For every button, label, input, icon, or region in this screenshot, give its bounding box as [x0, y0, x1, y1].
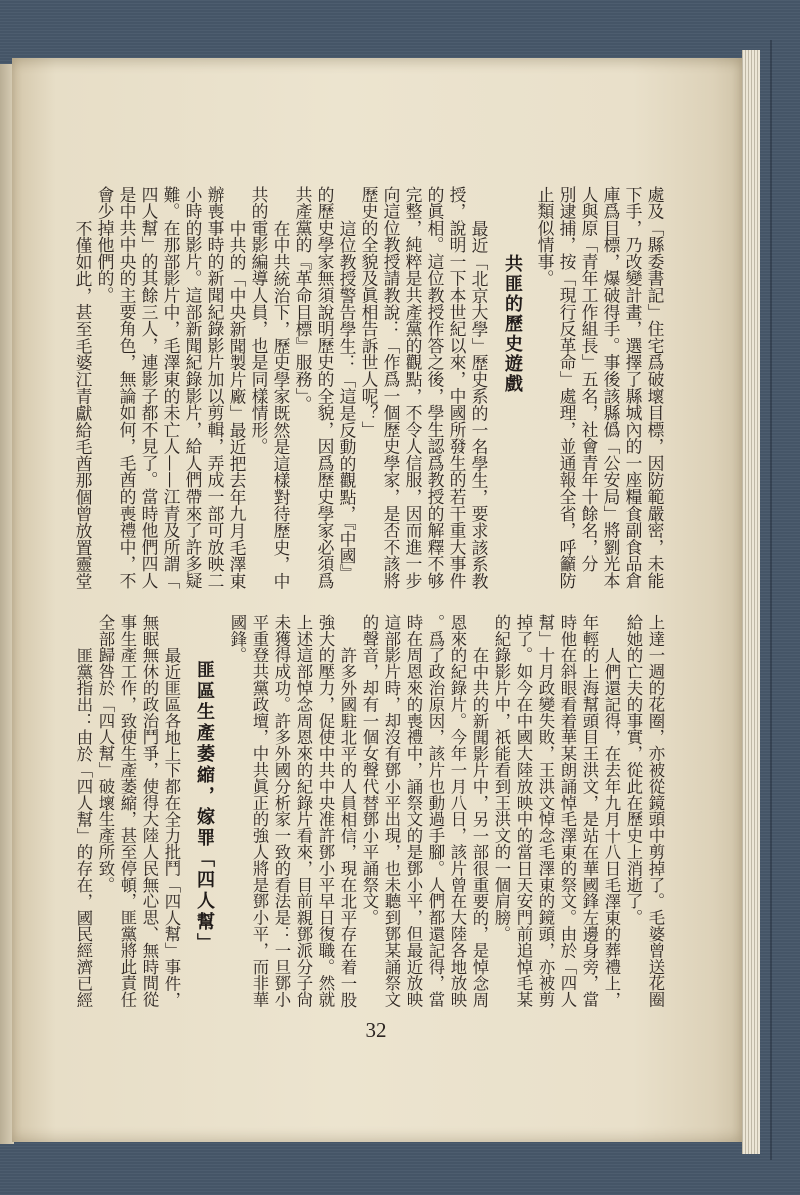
text-column: 小時的影片。這部新聞紀錄影片，給人們帶來了許多疑: [183, 186, 203, 589]
page-number: 32: [365, 1018, 387, 1042]
text-column: 的眞相。這位教授作答之後，學生認爲教授的解釋不够: [425, 186, 445, 589]
text-column: 這位教授警告學生：「這是反動的觀點，『中國』: [337, 219, 357, 581]
text-column: 最近匪區各地上下都在全力批鬥「四人幫」事件，: [162, 646, 181, 1008]
text-column: 人與原「青年工作組長」五名，社會青年十餘名，分: [579, 186, 599, 573]
text-column: 在中共的新聞影片中，另一部很重要的，是悼念周: [470, 646, 489, 1008]
text-column: 匪黨指出：由於「四人幫」的存在，國民經濟已經: [74, 646, 93, 1008]
text-column: 會少掉他們的。: [95, 186, 115, 304]
text-column: 授，說明一下本世紀以來，中國所發生的若干重大事件: [447, 186, 467, 589]
text-column: 幫」十月政變失敗，王洪文悼念毛澤東的鏡頭，亦被剪: [536, 614, 555, 1008]
text-column: 國鋒。: [228, 614, 247, 664]
text-column: 這部影片時，却沒有鄧小平出現，也未聽到鄧某誦祭文: [382, 614, 401, 1008]
text-column: 共的電影編導人員，也是同樣情形。: [249, 186, 269, 455]
text-column: 完整，純粹是共產黨的觀點，不令人信服，因而進一步: [403, 186, 423, 589]
text-column: 止類似情事。: [535, 186, 555, 287]
text-column: 年輕的上海幫頭目王洪文，是站在華國鋒左邊身旁，當: [580, 614, 599, 1008]
text-column: 事生產工作，致使生產萎縮，甚至停頓，匪黨將此責任: [118, 614, 137, 1008]
text-column: 上達一週的花圈，亦被從鏡頭中剪掉了。毛婆曾送花圈: [646, 614, 665, 1008]
text-column: 在中共統治下，歷史學家既然是這樣對待歷史，中: [271, 219, 291, 589]
text-column: 最近「北京大學」歷史系的一名學生，要求該系教: [469, 219, 489, 589]
page-stack-edge: [742, 50, 760, 1154]
text-column: 的歷史學家無須說明歷史的全貌，因爲歷史學家必須爲: [315, 186, 335, 589]
text-column: 是中共中央的主要角色，無論如何，毛酋的喪禮中，不: [117, 186, 137, 589]
text-column: 中共的「中央新聞製片廠」最近把去年九月毛澤東: [227, 219, 247, 589]
text-column: 。爲了政治原因，該片也動過手腳。人們都還記得，當: [426, 614, 445, 1008]
text-column: 無眠無休的政治鬥爭，使得大陸人民無心思、無時間從: [140, 614, 159, 1008]
text-column: 共產黨的『革命目標』服務」。: [293, 186, 313, 413]
text-column: 上述這部悼念周恩來的紀錄片看來，目前親鄧派分子尙: [294, 614, 313, 1008]
text-column: 全部歸咎於「四人幫」破壞生產所致。: [96, 614, 115, 893]
text-column: 掉了。如今在中國大陸放映中的當日天安門前追悼毛某: [514, 614, 533, 1008]
text-column: 別逮捕，按「現行反革命」處理，並通報全省，呼籲防: [557, 186, 577, 589]
text-column: 的聲音，却有一個女聲代替鄧小平誦祭文。: [360, 614, 379, 926]
book-cover-spine: [770, 40, 772, 1160]
text-column: 四人幫」的其餘三人，連影子都不見了。當時他們四人: [139, 186, 159, 589]
text-column: 處及「縣委書記」住宅爲破壞目標，因防範嚴密，未能: [645, 186, 665, 589]
upper-text-block: [72, 186, 666, 596]
text-column: 人們還記得，在去年九月十八日毛澤東的葬禮上，: [602, 646, 621, 1008]
text-column: 辦喪事時的新聞紀錄影片加以剪輯，弄成一部可放映二: [205, 186, 225, 589]
text-column: 歷史的全貌及眞相告訴世人呢？」: [359, 186, 379, 438]
text-column: 向這位教授請教說：「作爲一個歷史學家，是否不該將: [381, 186, 401, 589]
text-column: 難。在那部影片中，毛澤東的未亡人——江青及所謂「: [161, 186, 181, 589]
text-column: 時在周恩來的喪禮中，誦祭文的是鄧小平，但最近放映: [404, 614, 423, 1008]
text-column: 平重登共黨政壇，中共眞正的強人將是鄧小平，而非華: [250, 614, 269, 1008]
section-heading: 共匪的歷史遊戲: [502, 254, 523, 394]
section-heading: 匪區生產萎縮，嫁罪「四人幫」: [194, 660, 215, 954]
text-column: 的紀錄影片中，祇能看到王洪文的一個肩膀。: [492, 614, 511, 942]
text-column: 給她的亡夫的事實，從此在歷史上消逝了。: [624, 614, 643, 926]
text-column: 不僅如此，甚至毛婆江青獻給毛酋那個曾放置靈堂: [73, 219, 93, 589]
text-column: 時他在斜眼看着華某朗誦悼毛澤東的祭文。由於「四人: [558, 614, 577, 1008]
text-column: 未獲得成功。許多外國分析家一致的看法是：一旦鄧小: [272, 614, 291, 1008]
text-column: 許多外國駐北平的人員相信，現在北平存在着一股: [338, 646, 357, 1008]
text-column: 強大的壓力，促使中共中央准許鄧小平早日復職。然就: [316, 614, 335, 1008]
text-column: 下手，乃改變計畫，選擇了縣城內的一座糧食副食品倉: [623, 186, 643, 589]
lower-text-block: [72, 614, 666, 1024]
text-column: 庫爲目標，爆破得手。事後該縣僞「公安局」將劉光本: [601, 186, 621, 589]
text-column: 恩來的紀錄片。今年一月八日，該片曾在大陸各地放映: [448, 614, 467, 1008]
